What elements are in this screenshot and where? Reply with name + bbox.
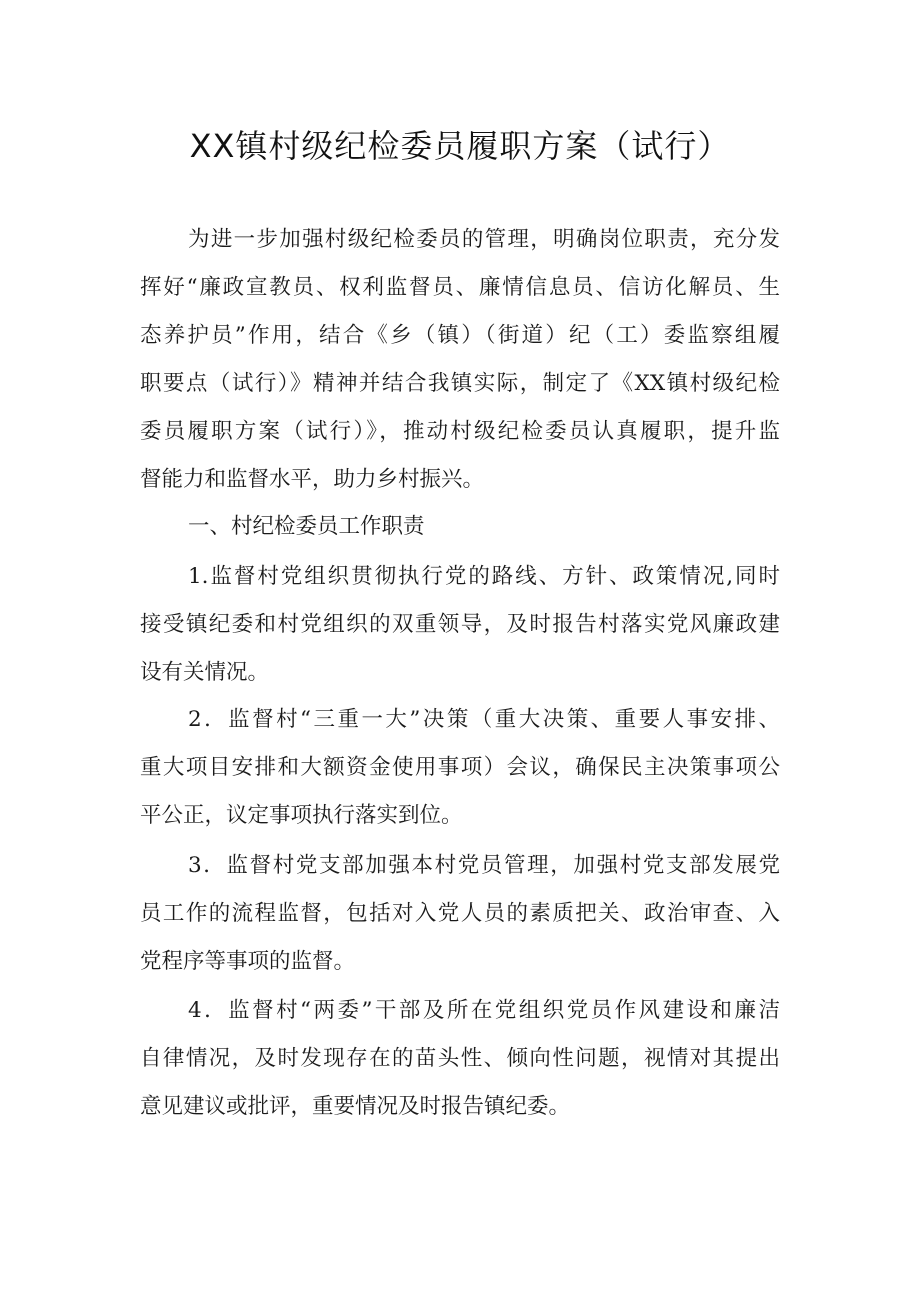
paragraph-line: 2．监督村“三重一大”决策（重大决策、重要人事安排、	[188, 707, 780, 732]
document-title: XX镇村级纪检委员履职方案（试行）	[189, 127, 731, 165]
duty-item-1	[140, 553, 780, 697]
paragraph-line: 平公正，议定事项执行落实到位。	[140, 803, 463, 828]
paragraph-line: 员工作的流程监督，包括对入党人员的素质把关、政治审查、入	[140, 901, 780, 926]
paragraph-line: 4．监督村“两委”干部及所在党组织党员作风建设和廉洁	[188, 998, 780, 1023]
paragraph-line: 职要点（试行）》精神并结合我镇实际，制定了《XX镇村级纪检	[140, 371, 780, 396]
paragraph-line: 意见建议或批评，重要情况及时报告镇纪委。	[140, 1094, 571, 1119]
paragraph-line: 态养护员”作用，结合《乡（镇）（街道）纪（工）委监察组履	[140, 323, 780, 348]
paragraph-line: 自律情况，及时发现存在的苗头性、倾向性问题，视情对其提出	[140, 1046, 780, 1071]
paragraph-line: 重大项目安排和大额资金使用事项）会议，确保民主决策事项公	[140, 755, 780, 780]
duty-item-4	[140, 987, 780, 1131]
intro-paragraph	[140, 216, 780, 504]
paragraph-line: 设有关情况。	[140, 660, 270, 685]
paragraph-line: 党程序等事项的监督。	[140, 949, 356, 974]
paragraph-line: 挥好“廉政宣教员、权利监督员、廉情信息员、信访化解员、生	[140, 275, 780, 300]
duty-item-2	[140, 696, 780, 840]
paragraph-line: 接受镇纪委和村党组织的双重领导，及时报告村落实党风廉政建	[140, 612, 780, 637]
section-heading	[140, 503, 780, 551]
duty-item-3	[140, 842, 780, 986]
paragraph-line: 1.监督村党组织贯彻执行党的路线、方针、政策情况,同时	[188, 564, 780, 589]
paragraph-line: 3．监督村党支部加强本村党员管理，加强村党支部发展党	[188, 853, 780, 878]
paragraph-line: 委员履职方案（试行）》，推动村级纪检委员认真履职，提升监	[140, 419, 780, 444]
section-heading-text: 一、村纪检委员工作职责	[188, 514, 425, 539]
paragraph-line: 督能力和监督水平，助力乡村振兴。	[140, 467, 485, 492]
paragraph-line: 为进一步加强村级纪检委员的管理，明确岗位职责，充分发	[188, 227, 780, 252]
